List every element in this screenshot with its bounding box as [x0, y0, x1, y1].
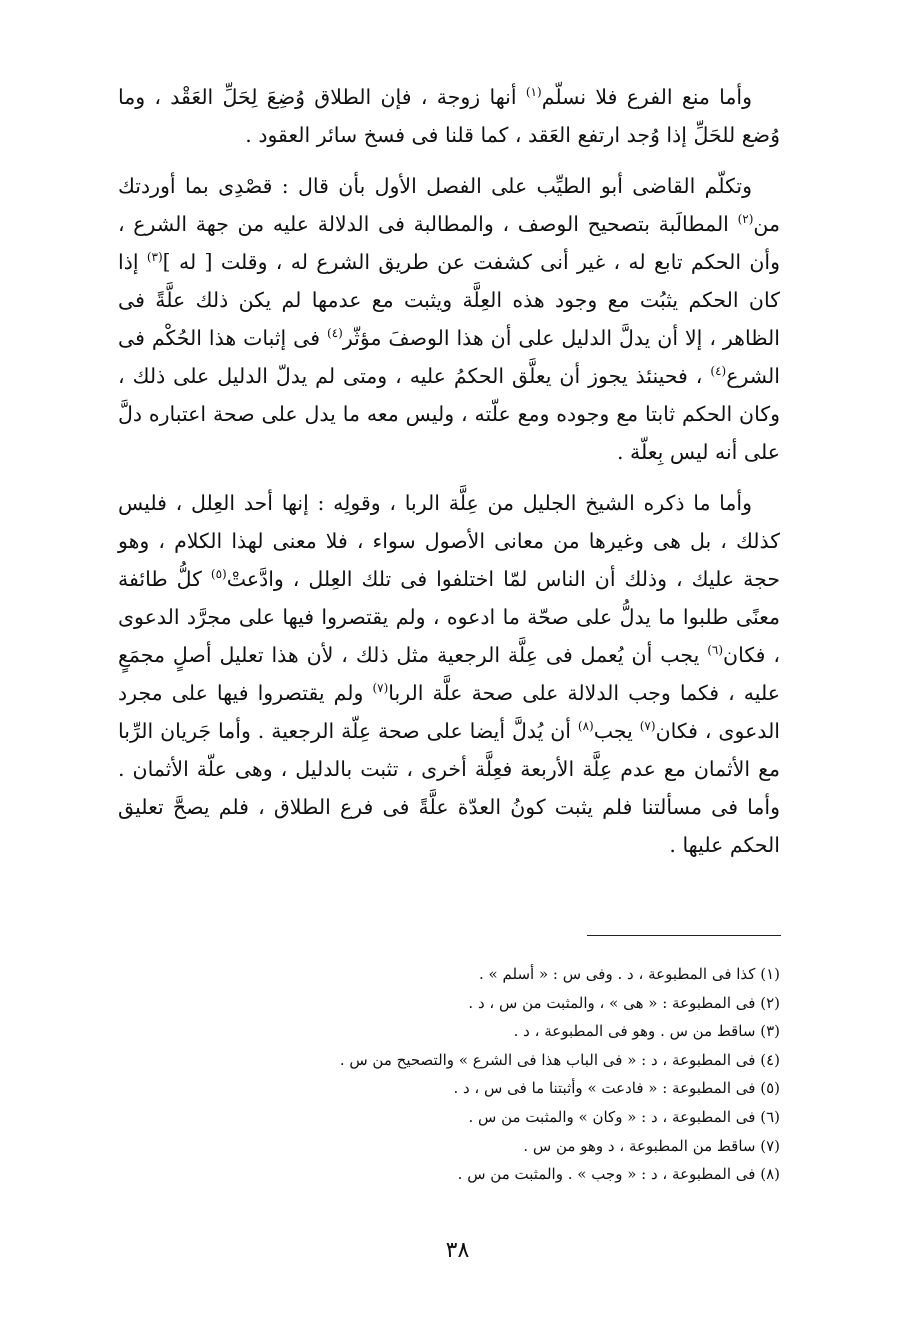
footnote-marker: (٨): [577, 719, 594, 734]
text-run: يجب أن يُعمل فى عِلَّة الرجعية مثل ذلك ، لأن هذا تعليل أصلٍ مجمَعٍ عليه ، فكما وجب الدلالة على صحة علَّة الربا: [118, 643, 780, 705]
text-run: أنها زوجة ، فإن الطلاق وُضِعَ لِحَلِّ العَقْد ، وما وُضع للحَلِّ إذا وُجد ارتفع العَقد ، كما قلنا فى فسخ سائر العقود .: [118, 85, 780, 147]
footnote-marker: (١): [525, 85, 542, 100]
footnotes: [118, 960, 780, 1189]
footnote-marker: (٢): [737, 212, 754, 227]
footnote-4: (٤) فى المطبوعة ، د : « فى الباب هذا فى الشرع » والتصحيح من س .: [339, 1050, 780, 1069]
paragraph-2: [118, 167, 780, 471]
footnote-8: (٨) فى المطبوعة ، د : « وجب » . والمثبت من س .: [457, 1165, 780, 1184]
footnote-5: (٥) فى المطبوعة : « فادعت » وأثبتنا ما فى س ، د .: [453, 1079, 780, 1098]
footnote-3: (٣) ساقط من س . وهو فى المطبوعة ، د .: [513, 1022, 780, 1041]
footnote-divider: [587, 935, 781, 936]
footnote-1: (١) كذا فى المطبوعة ، د . وفى س : « أسلم » .: [479, 965, 780, 983]
paragraph-1: [118, 78, 780, 154]
main-text: [118, 78, 780, 864]
footnote-marker: (٥): [210, 567, 227, 582]
text-run: فى إثبات هذا الحُكْم فى الشرع: [118, 326, 780, 388]
footnote-marker: (٧): [372, 681, 389, 696]
text-run: إذا كان الحكم يثبُت مع وجود هذه العِلَّة ويثبت مع عدمها لم يكن ذلك علَّةً فى الظاهر ، إلا أن يدلَّ الدليل على أن هذا الوصفَ مؤثّر: [118, 250, 780, 350]
text-run: كلُّ طائفة معنًى طلبوا ما يدلُّ على صحّة ما ادعوه ، ولم يقتصروا فيها على مجرَّد الدعوى ، فكان: [118, 567, 781, 667]
text-run: وتكلّم القاضى أبو الطيِّب على الفصل الأول بأن قال : قصْدِى بما أوردتك من: [118, 174, 780, 236]
text-run: وأما ما ذكره الشيخ الجليل من عِلَّة الربا ، وقولِه : إنها أحد العِلل ، فليس كذلك ، بل هى وغيرها من معانى الأصول سواء ، فلا معنى لهذا الكلام ، وهو حجة عليك ، وذلك أن الناس لمّا اختلفوا فى تلك العِلل ، وادَّعتْ: [118, 491, 780, 591]
footnote-7: (٧) ساقط من المطبوعة ، د وهو من س .: [523, 1136, 780, 1155]
footnote-2: (٢) فى المطبوعة : « هى » ، والمثبت من س ، د .: [468, 993, 780, 1012]
text-run: أن يُدلَّ أيضا على صحة عِلّة الرجعية . وأما جَريان الرِّبا مع الأثمان مع عدم عِلَّة الأربعة فعِلَّة أخرى ، تثبت بالدليل ، وهى علّة الأثمان . وأما فى مسألتنا فلم يثبت كونُ العدّة علَّةً فى فرع الطلاق ، فلم يصحَّ تعليق الحكم عليها .: [118, 719, 780, 857]
text-run: ، فحينئذ يجوز أن يعلَّق الحكمُ عليه ، ومتى لم يدلّ الدليل على ذلك ، وكان الحكم ثابتا مع وجوده ومع علّته ، وليس معه ما يدل على صحة اعتباره دلَّ على أنه ليس بِعلّة .: [118, 364, 780, 464]
paragraph-3: [118, 484, 780, 864]
page-number: ٣٨: [445, 1238, 470, 1263]
footnote-marker: (٧): [639, 719, 656, 734]
footnote-marker: (٤): [327, 326, 343, 341]
text-run: ولم يقتصروا فيها على مجرد الدعوى ، فكان: [118, 681, 781, 743]
text-run: المطالَبة بتصحيح الوصف ، والمطالبة فى الدلالة عليه من جهة الشرع ، وأن الحكم تابع له ، غير أنى كشفت عن طريق الشرع له ، وقلت [ له ]: [118, 212, 780, 274]
footnote-marker: (٤): [710, 364, 727, 379]
footnote-marker: (٣): [146, 250, 163, 265]
footnote-marker: (٦): [707, 643, 724, 658]
footnote-6: (٦) فى المطبوعة ، د : « وكان » والمثبت من س .: [468, 1107, 780, 1126]
text-run: وأما منع الفرع فلا نسلّم: [541, 85, 752, 109]
text-run: يجب: [593, 719, 640, 743]
